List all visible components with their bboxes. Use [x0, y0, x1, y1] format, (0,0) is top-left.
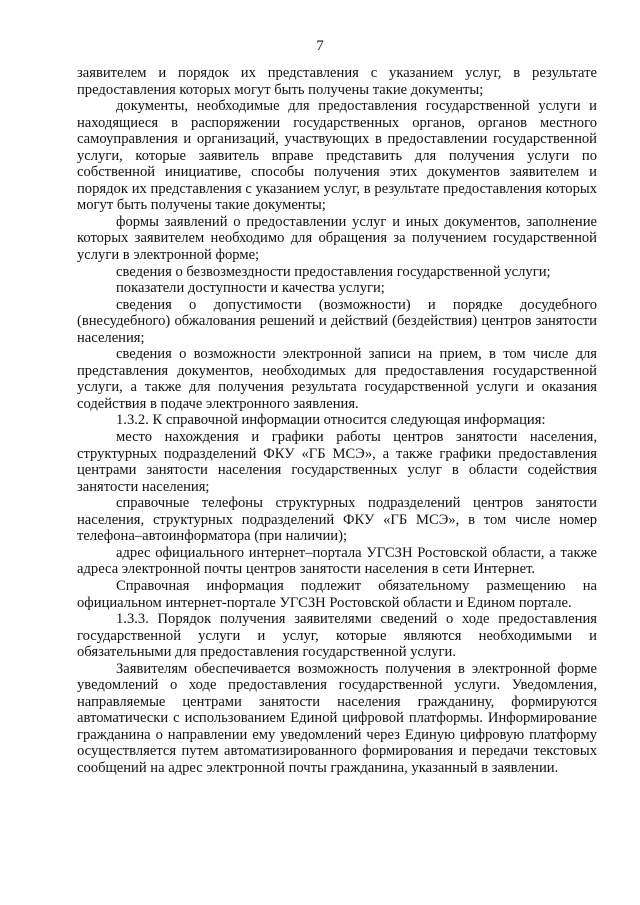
paragraph: показатели доступности и качества услуги; [116, 280, 385, 297]
paragraph: формы заявлений о предоставлении услуг и иных документов, заполнение которых заявителем необходимо для обращения за получением государственной услуги в электронной форме; [77, 213, 597, 264]
paragraph: сведения о безвозмездности предоставления государственной услуги; [116, 263, 551, 280]
paragraph: документы, необходимые для предоставления государственной услуги и находящиеся в распоряжении государственных органов, органов местного самоуправления и организаций, участвующих в предоставлении государственной услуги, которые заявитель вправе представить для получения услуги по собственной инициативе, способы получения этих документов заявителем и порядок их представления с указанием услуг, в результате предоставления которых могут быть получены такие документы; [77, 98, 597, 214]
paragraph: сведения о возможности электронной записи на прием, в том числе для представления документов, необходимых для предоставления государственной услуги, а также для получения результата государственной услуги и оказания содействия в подаче электронного заявления. [77, 346, 597, 412]
paragraph: Справочная информация подлежит обязательному размещению на официальном интернет-портале УГСЗН Ростовской области и Едином портале. [77, 577, 597, 611]
section-heading: 1.3.3. Порядок получения заявителями сведений о ходе предоставления государственной услуги и услуг, которые являются необходимыми и обязательными для предоставления государственной услуги. [77, 611, 597, 661]
paragraph: заявителем и порядок их представления с указанием услуг, в результате предоставления которых могут быть получены такие документы; [77, 65, 597, 98]
paragraph: адрес официального интернет–портала УГСЗН Ростовской области, а также адреса электронной почты центров занятости населения в сети Интернет. [77, 544, 597, 578]
document-body [77, 65, 597, 777]
paragraph: место нахождения и графики работы центров занятости населения, структурных подразделений ФКУ «ГБ МСЭ», а также графики предоставления центрами занятости населения государственных услуг в области содействия занятости населения; [77, 429, 597, 495]
paragraph: справочные телефоны структурных подразделений центров занятости населения, структурных подразделений ФКУ «ГБ МСЭ», в том числе номер телефона–автоинформатора (при наличии); [77, 495, 597, 545]
page-number: 7 [316, 38, 324, 54]
section-heading: 1.3.2. К справочной информации относится следующая информация: [116, 412, 546, 429]
paragraph: сведения о допустимости (возможности) и порядке досудебного (внесудебного) обжалования решений и действий (бездействия) центров занятости населения; [77, 296, 597, 346]
paragraph: Заявителям обеспечивается возможность получения в электронной форме уведомлений о ходе предоставления государственной услуги. Уведомления, направляемые центрами занятости населения гражданину, формируются автоматически с использованием Единой цифровой платформы. Информирование гражданина о направлении ему уведомлений через Единую цифровую платформу осуществляется путем автоматизированного формирования и передачи текстовых сообщений на адрес электронной почты гражданина, указанный в заявлении. [77, 660, 597, 776]
